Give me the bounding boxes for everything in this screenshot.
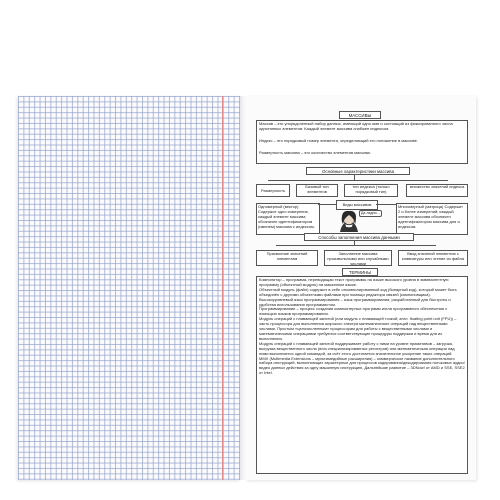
term-mmx: MMX (Multimedia Extensions – мультимедийные расширения) – коммерческое название дополнительного набора инструкций, выполняющих характерные для процессов кодирования/декодирования потоковых аудио/видео данных действия за одну машинную инструкцию. Дальнейшие развитие – 3DNow! от AMD и SSE, SSE2 от Intel. bbox=[259, 355, 465, 376]
characteristic-index-values: множество значений индекса bbox=[406, 184, 468, 197]
connector bbox=[268, 180, 448, 181]
term-fpu: Модуль операций с плавающей запятой (или модуль с плавающей точкой; англ. floating point unit (FPU)) – часть процессора для выполнения широкого спектра математических операций над вещественными числами. Простым «целочисленным» процессорам для работы с вещественными числами и математическими операциями требуются соответствующие процедуры поддержки и время для их выполнения. bbox=[259, 316, 457, 341]
grid-page-left bbox=[18, 96, 240, 480]
array-types-label: Виды массивов bbox=[336, 200, 378, 210]
terms-header: ТЕРМИНЫ bbox=[342, 268, 378, 276]
connector bbox=[376, 204, 396, 205]
one-dimensional-array: Одномерный (вектор) Содержит одно измерение, каждый элемент массива обозначен идентификатором (именем) массива с индексом. bbox=[256, 203, 320, 235]
terms-box bbox=[256, 276, 468, 474]
index-definition: Индекс – это порядковый номер элемента, определяющий его положение в массиве. bbox=[259, 138, 418, 143]
characteristic-index-type: тип индекса (только порядковый тип) bbox=[344, 184, 398, 197]
fill-random: Заполнение массива произвольными или случайными числами bbox=[324, 250, 392, 266]
terms-text bbox=[259, 278, 465, 376]
multi-dimensional-array: Многомерный (матрица) Содержит 2 и более измерений; каждый элемент массива обозначен идентификатором массива для и индексов. bbox=[396, 203, 468, 235]
fill-methods-header: Способы заполнения массива данными bbox=[304, 233, 414, 241]
characteristic-size: Размерность bbox=[256, 184, 290, 197]
term-programming: Программирование – процесс создания компьютерных программ и/или программного обеспечения с помощью языков программирования. bbox=[259, 306, 448, 317]
characteristic-base-type: Базовый тип элементов bbox=[296, 184, 338, 197]
margin-line bbox=[222, 96, 223, 480]
term-high-level-language: Высокоуровневый язык программирования – язык программирования, разработанный для быстроты и удобства использования программистом. bbox=[259, 296, 451, 307]
connector bbox=[276, 245, 436, 246]
fill-assign: Присвоение значений элементам bbox=[256, 250, 318, 266]
speech-bubble: Да ладно... bbox=[361, 211, 380, 215]
reference-page-right bbox=[246, 96, 476, 480]
term-compiler: Компилятор – программа, переводящая текст программы на языке высокого уровня в эквивалентную программу (объектный модуль) на машинном языке. bbox=[259, 277, 449, 287]
massiv-definition: Массив – это упорядоченный набор данных, имеющий одно имя и состоящий из фиксированного числа однотипных элементов. Каждый элемент массива снабжен индексом. bbox=[259, 121, 453, 131]
fill-input: Ввод значений элементов с клавиатуры или чтение из файла bbox=[398, 250, 468, 266]
massivy-definitions-box bbox=[256, 120, 468, 164]
massivy-header: МАССИВЫ bbox=[339, 111, 381, 119]
term-fpu-operations: Модуль операций с плавающей запятой поддерживает работу с ними на уровне примитивов – загрузка, выгрузка вещественного числа (в/из специализированных регистров) или математическая операция над ними выполняется одной командой, за счёт этого достигается значительное ускорение таких операций. bbox=[259, 340, 455, 356]
characteristics-header: Основные характеристики массива bbox=[306, 167, 410, 175]
connector bbox=[318, 204, 336, 205]
size-definition: Размерность массива – это количество элементов массива. bbox=[259, 150, 371, 155]
term-object-module: Объектный модуль (файл) содержит в себе откомпилированный код (бинарный код), который может быть объединён с другими объектными файлами при помощи редактора связей (компоновщика). bbox=[259, 286, 457, 297]
